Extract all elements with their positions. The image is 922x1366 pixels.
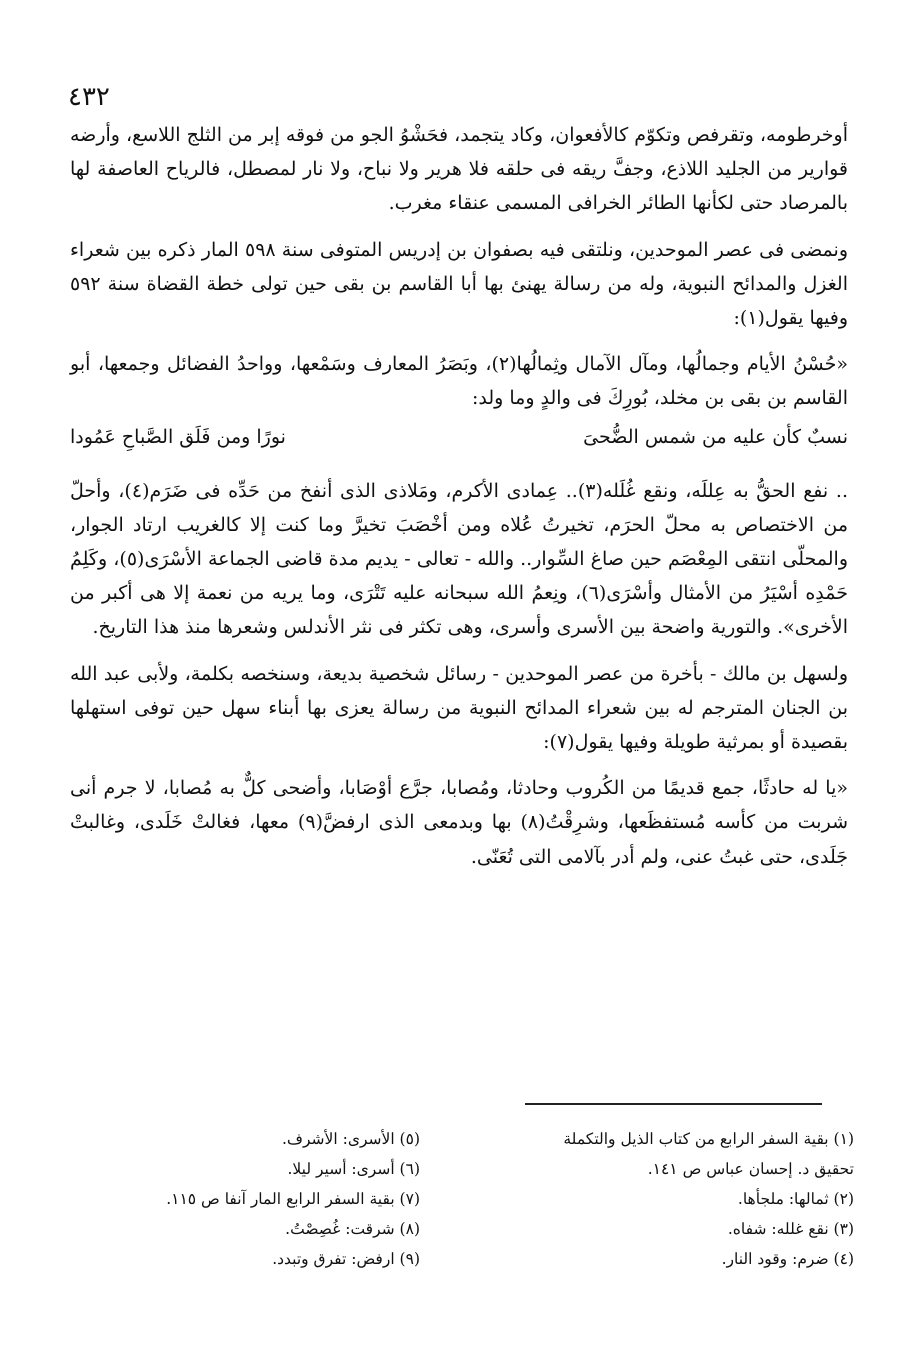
footnotes-left-column bbox=[80, 1124, 420, 1274]
poem-verse bbox=[70, 426, 848, 462]
paragraph: «حُسْنُ الأيام وجمالُها، ومآل الآمال وثِمالُها(٢)، وبَصَرُ المعارف وسَمْعها، وواحدُ الفضائل وجمعها، أبو القاسم بن بقى بن مخلد، بُورِكَ فى والدٍ وما ولد: bbox=[70, 353, 849, 410]
paragraph: ولسهل بن مالك - بأخرة من عصر الموحدين - رسائل شخصية بديعة، وسنخصه بكلمة، ولأبى عبد الله بن الجنان المترجم له بين شعراء المدائح النبوية من رسالة يعزى بها أبناء سهل حين توفى استهلها بقصيدة أو بمرثية طويلة وفيها يقول(٧): bbox=[70, 662, 848, 754]
footnote: (٥) الأسرى: الأشرف. bbox=[281, 1130, 420, 1148]
footnote: تحقيق د. إحسان عباس ص ١٤١. bbox=[647, 1160, 854, 1178]
verse-hemistich-1: نسبٌ كأن عليه من شمس الضُّحىَ bbox=[583, 425, 848, 448]
footnote: (٦) أسرى: أسير ليلا. bbox=[287, 1160, 420, 1178]
footnote: (٧) بقية السفر الرابع المار آنفا ص ١١٥. bbox=[166, 1190, 420, 1208]
footnote: (٨) شرقت: غُصِصْتُ. bbox=[285, 1220, 420, 1238]
paragraph: «يا له حادثًا، جمع قديمًا من الكُروب وحادثا، ومُصابا، جرَّع أوْصَابا، وأضحى كلٌّ به مُصابا، لا جرم أنى شربت من كأسه مُستفظَعها، وشرِقْتُ(٨) بها وبدمعى الذى ارفضَّ(٩) معها، فغالتْ خَلَدى، وغالبتْ جَلَدى، حتى غبتُ عنى، ولم أدر بآلامى التى تُعَنّى. bbox=[70, 777, 848, 868]
footnote: (٩) ارفض: تفرق وتبدد. bbox=[272, 1250, 420, 1268]
footnote: (٣) نقع غلله: شفاه. bbox=[727, 1220, 854, 1238]
paragraph: .. نفع الحقُّ به عِللَه، ونقع غُلَله(٣).. عِمادى الأكرم، ومَلاذى الذى أنفخ من حَدِّه فى ضَرَم(٤)، وأحلّ من الاختصاص به محلّ الحرَم، تخيرتُ عُلاه ومن أخْصَبَ تخيرَّ وما كنت إلا كالغريب ارتاد الجوار، والمحلّى انتقى المِعْصَم حين صاغ السِّوار.. والله - تعالى - يديم مدة قاضى الجماعة الأسْرَى(٥)، وكَلِمُ حَمْدِه أسْيَرُ من الأمثال وأسْرَى(٦)، ونِعمُ الله سبحانه عليه تَتْرَى، وما يريه من نعمة إلا هى أكبر من الأخرى». والتورية واضحة بين الأسرى وأسرى، وهى تكثر فى نثر الأندلس وشعرها منذ هذا التاريخ. bbox=[70, 479, 849, 639]
main-text bbox=[70, 118, 848, 874]
verse-hemistich-2: نورًا ومن فَلَق الصَّباحِ عَمُودا bbox=[70, 425, 286, 448]
footnote: (٤) ضرم: وقود النار. bbox=[721, 1250, 854, 1268]
footnote: (١) بقية السفر الرابع من كتاب الذيل والتكملة bbox=[563, 1130, 854, 1148]
footnote-divider bbox=[525, 1103, 822, 1105]
paragraph: أوخرطومه، وتقرفص وتكوّم كالأفعوان، وكاد يتجمد، فحَشْوُ الجو من فوقه إبر من الثلج اللاسع، وأرضه قوارير من الجليد اللاذع، وجفَّ ريقه فى حلقه فلا هرير ولا نباح، ولا نار لمصطل، فالرياح العاصفة لها بالمرصاد حتى لكأنها الطائر الخرافى المسمى عنقاء مغرب. bbox=[70, 124, 848, 215]
footnotes-right-column bbox=[514, 1124, 854, 1274]
paragraph: ونمضى فى عصر الموحدين، ونلتقى فيه بصفوان بن إدريس المتوفى سنة ٥٩٨ المار ذكره بين شعراء الغزل والمدائح النبوية، وله من رسالة يهنئ بها أبا القاسم بن بقى حين تولى خطة القضاة سنة ٥٩٢ وفيها يقول(١): bbox=[70, 238, 849, 330]
page-number: ٤٣٢ bbox=[68, 82, 110, 112]
footnote: (٢) ثمالها: ملجأها. bbox=[737, 1190, 854, 1208]
